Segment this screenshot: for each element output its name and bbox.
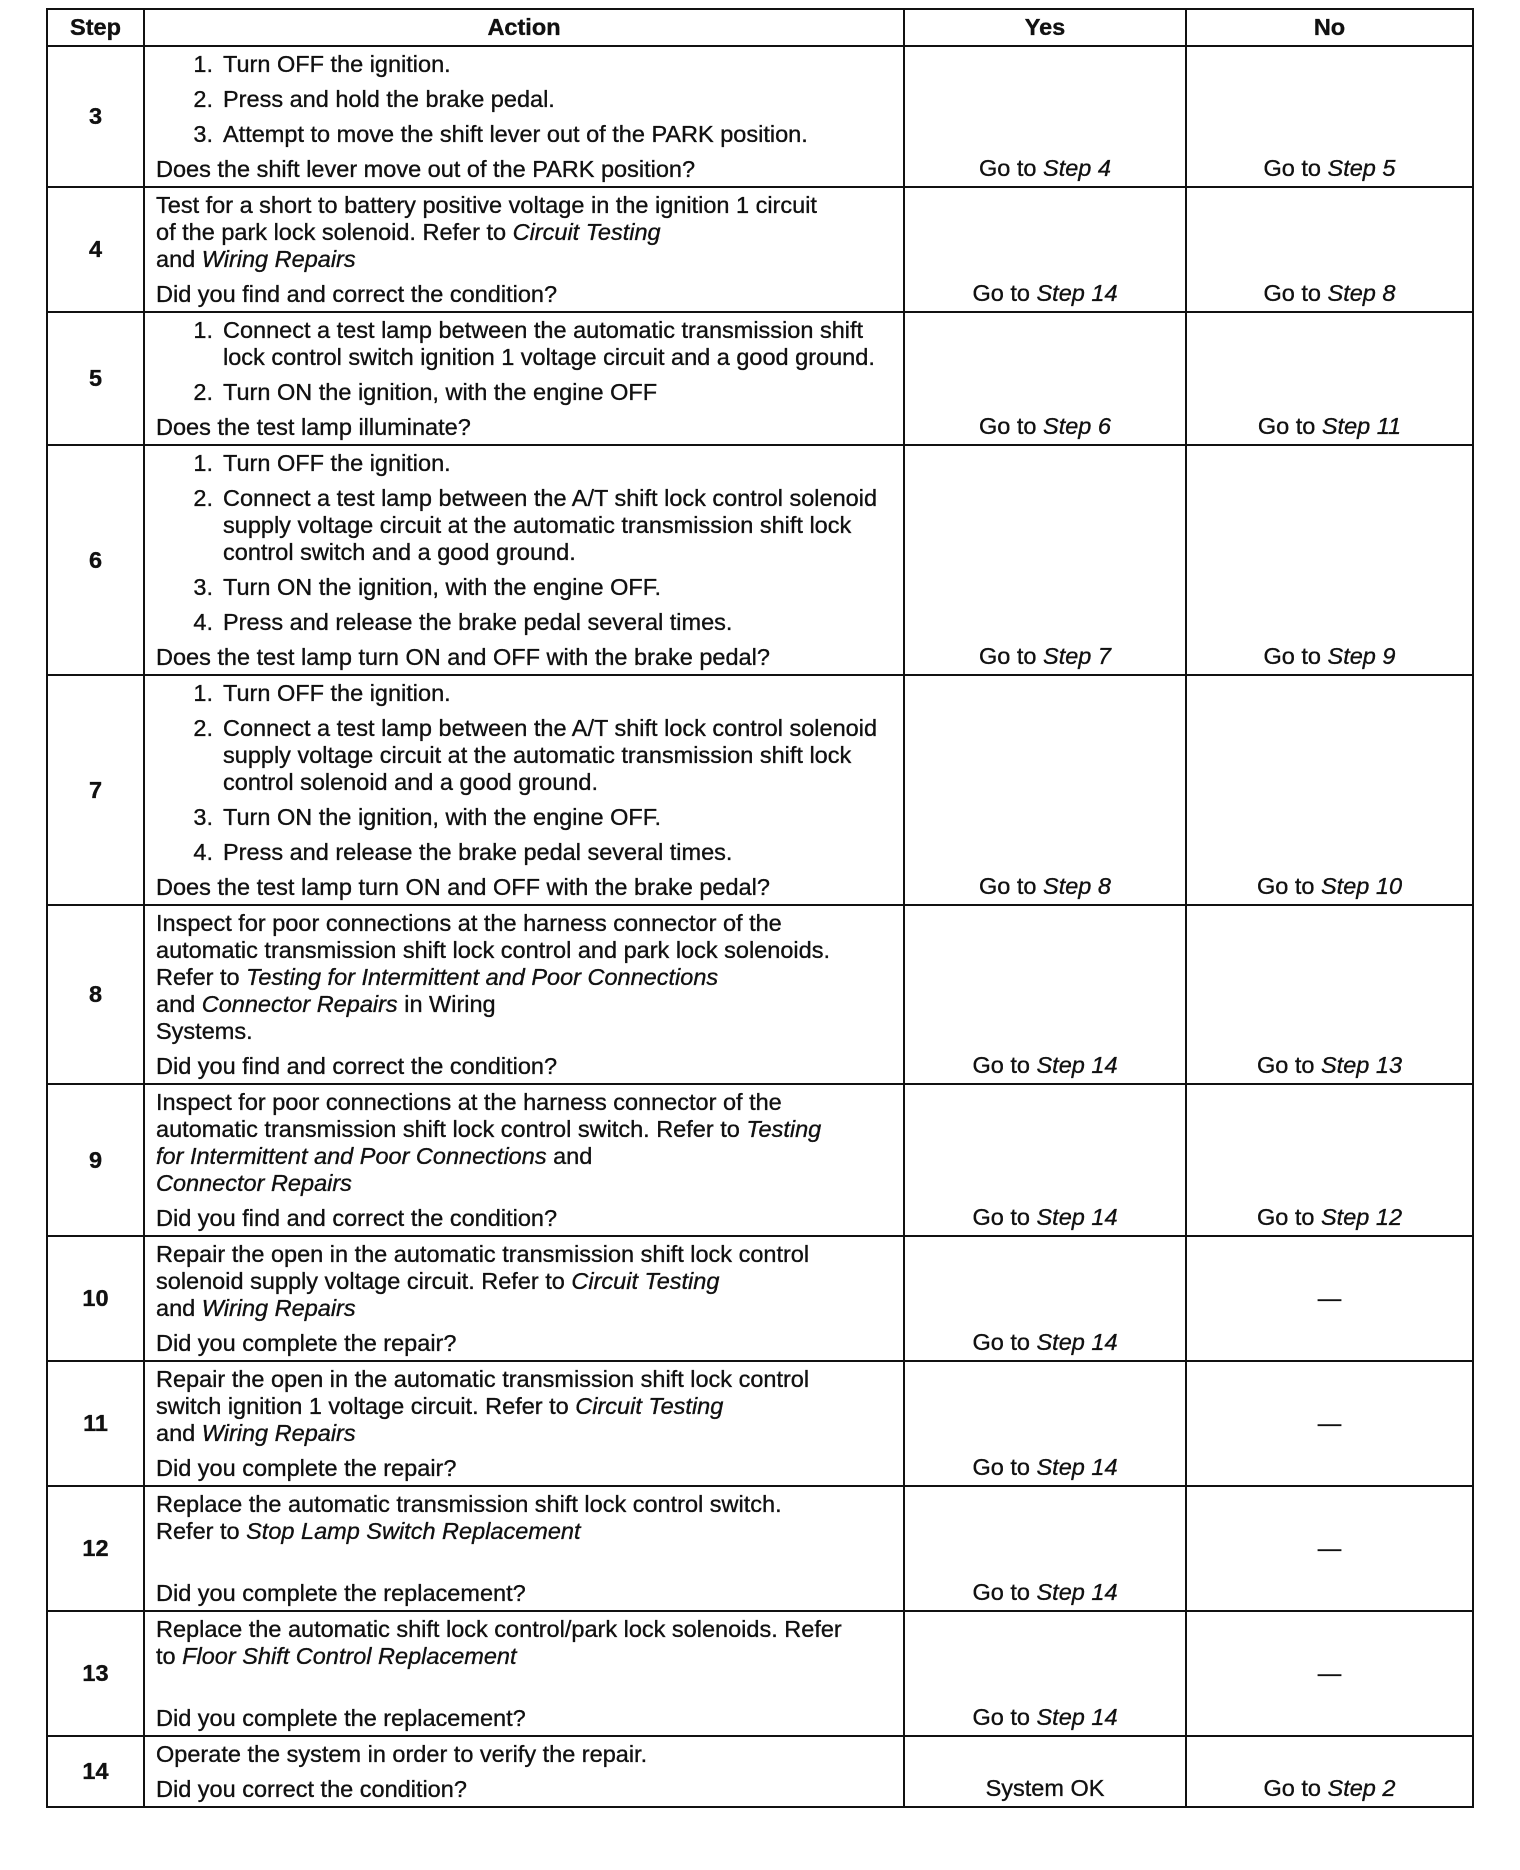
text-line [156,1491,895,1518]
result-text: Go to [972,1204,1037,1230]
step-number: 8 [47,905,144,1084]
table-row [47,1361,1473,1486]
list-number: 1. [193,450,213,476]
reference-link-text: Wiring Repairs [201,1295,356,1321]
list-text: Turn OFF the ignition. [223,51,451,77]
action-question: Does the shift lever move out of the PARK position? [156,156,696,182]
list-text: Press and release the brake pedal several times. [223,609,733,635]
no-result [1186,46,1473,187]
action-cell [144,1361,904,1486]
result-text: Go to [972,280,1037,306]
result-step-ref: Step 13 [1321,1052,1403,1078]
list-text: Turn ON the ignition, with the engine OFF [223,379,658,405]
table-header-row [47,9,1473,46]
result-text: — [1317,1410,1342,1436]
result-step-ref: Step 14 [1036,1579,1118,1605]
text-span: and [156,1295,202,1321]
table-row [47,46,1473,187]
text-line [156,1616,895,1643]
table-row [47,905,1473,1084]
result-text: Go to [972,1454,1037,1480]
action-text [156,1741,895,1768]
list-number: 1. [193,51,213,77]
text-line [156,1518,895,1545]
action-question: Did you find and correct the condition? [156,1205,558,1231]
result-text: Go to [1263,1775,1328,1801]
result-step-ref: Step 2 [1327,1775,1396,1801]
result-step-ref: Step 9 [1327,643,1396,669]
result-text: System OK [985,1775,1105,1801]
table-row [47,1236,1473,1361]
step-number: 6 [47,445,144,675]
header-no: No [1186,9,1473,46]
action-question: Did you complete the repair? [156,1330,457,1356]
table-row [47,675,1473,905]
reference-link-text: Floor Shift Control Replacement [182,1643,517,1669]
yes-result [904,445,1186,675]
result-step-ref: Step 8 [1043,873,1111,899]
action-question: Did you complete the replacement? [156,1580,526,1606]
result-text: Go to [972,1329,1037,1355]
list-number: 3. [193,804,213,830]
action-text [156,1241,895,1322]
yes-result [904,187,1186,312]
step-number: 10 [47,1236,144,1361]
action-cell [144,312,904,445]
reference-link-text: Circuit Testing [575,1393,724,1419]
list-text: Press and hold the brake pedal. [223,86,555,112]
text-span: and [156,1420,202,1446]
text-span: Repair the open in the automatic transmission shift lock control [156,1241,810,1267]
step-number: 13 [47,1611,144,1736]
reference-link-text: Testing [746,1116,822,1142]
reference-link-text: Connector Repairs [201,991,398,1017]
text-line [156,1268,895,1295]
result-step-ref: Step 14 [1036,1329,1118,1355]
text-line [156,1018,895,1045]
text-line [156,1143,895,1170]
document-page [46,8,1474,1808]
text-line [156,991,895,1018]
table-row [47,187,1473,312]
action-list-item [156,715,895,796]
table-row [47,1084,1473,1236]
result-text: — [1317,1660,1342,1686]
action-list-item [156,450,895,477]
result-step-ref: Step 5 [1327,155,1396,181]
list-number: 3. [193,574,213,600]
reference-link-text: Circuit Testing [571,1268,720,1294]
list-number: 3. [193,121,213,147]
result-text: Go to [1263,643,1328,669]
action-question: Did you correct the condition? [156,1776,467,1802]
text-line [156,1420,895,1447]
result-step-ref: Step 14 [1036,280,1118,306]
result-step-ref: Step 14 [1036,1204,1118,1230]
action-question: Did you complete the replacement? [156,1705,526,1731]
text-span: and [156,246,202,272]
result-text: Go to [972,1052,1037,1078]
result-step-ref: Step 14 [1036,1704,1118,1730]
text-line [156,1741,895,1768]
result-text: Go to [979,873,1044,899]
action-list-item [156,379,895,406]
step-number: 14 [47,1736,144,1807]
list-text: Connect a test lamp between the A/T shift lock control solenoid supply voltage circuit at the automatic transmission shift lock control solenoid and a good ground. [223,715,878,795]
yes-result [904,1736,1186,1807]
text-span: solenoid supply voltage circuit. Refer to [156,1268,572,1294]
action-question: Did you find and correct the condition? [156,281,558,307]
action-question: Did you find and correct the condition? [156,1053,558,1079]
action-list-item [156,51,895,78]
no-result [1186,1236,1473,1361]
table-row [47,1486,1473,1611]
list-number: 2. [193,379,213,405]
result-step-ref: Step 4 [1043,155,1111,181]
result-text: Go to [1263,280,1328,306]
action-list-item [156,804,895,831]
text-line [156,1670,895,1697]
yes-result [904,312,1186,445]
result-text: Go to [979,155,1044,181]
yes-result [904,905,1186,1084]
list-number: 2. [193,86,213,112]
result-step-ref: Step 6 [1043,413,1111,439]
text-line [156,910,895,937]
reference-link-text: for Intermittent and Poor Connections [156,1143,547,1169]
action-list-item [156,574,895,601]
result-text: Go to [1256,1204,1321,1230]
action-text [156,910,895,1045]
text-span: and [156,991,202,1017]
action-text [156,1491,895,1572]
step-number: 9 [47,1084,144,1236]
action-cell [144,1736,904,1807]
text-span: switch ignition 1 voltage circuit. Refer to [156,1393,576,1419]
step-number: 4 [47,187,144,312]
result-text: Go to [979,643,1044,669]
yes-result [904,1236,1186,1361]
action-list-item [156,609,895,636]
result-text: Go to [972,1579,1037,1605]
action-cell [144,187,904,312]
reference-link-text: Circuit Testing [512,219,661,245]
text-span: Replace the automatic transmission shift lock control switch. [156,1491,782,1517]
list-number: 1. [193,317,213,343]
action-cell [144,905,904,1084]
result-step-ref: Step 14 [1036,1454,1118,1480]
action-cell [144,1611,904,1736]
text-span: Repair the open in the automatic transmission shift lock control [156,1366,810,1392]
result-text: Go to [1257,413,1322,439]
action-cell [144,1236,904,1361]
text-span: automatic transmission shift lock control and park lock solenoids. [156,937,830,963]
text-line [156,1643,895,1670]
result-text: — [1317,1285,1342,1311]
action-text [156,192,895,273]
step-number: 11 [47,1361,144,1486]
result-step-ref: Step 10 [1321,873,1403,899]
list-text: Connect a test lamp between the automatic transmission shift lock control switch ignition 1 voltage circuit and a good ground. [223,317,875,370]
action-list-item [156,317,895,371]
text-span: Test for a short to battery positive voltage in the ignition 1 circuit [156,192,817,218]
text-line [156,219,895,246]
table-body [47,46,1473,1807]
no-result [1186,1361,1473,1486]
table-row [47,1611,1473,1736]
text-line [156,1241,895,1268]
action-list-item [156,680,895,707]
text-line [156,1545,895,1572]
result-step-ref: Step 11 [1321,413,1402,439]
no-result [1186,187,1473,312]
list-text: Connect a test lamp between the A/T shift lock control solenoid supply voltage circuit at the automatic transmission shift lock control switch and a good ground. [223,485,878,565]
text-line [156,246,895,273]
list-number: 4. [193,609,213,635]
no-result [1186,1084,1473,1236]
result-text: Go to [1256,873,1321,899]
action-cell [144,1084,904,1236]
text-span: Refer to [156,1518,247,1544]
table-row [47,445,1473,675]
text-line [156,192,895,219]
yes-result [904,1611,1186,1736]
list-text: Attempt to move the shift lever out of the PARK position. [223,121,808,147]
action-list-item [156,485,895,566]
text-line [156,1170,895,1197]
text-span: Refer to [156,964,247,990]
action-cell [144,445,904,675]
action-question: Does the test lamp turn ON and OFF with the brake pedal? [156,874,770,900]
text-line [156,1295,895,1322]
reference-link-text: Connector Repairs [156,1170,352,1196]
list-text: Press and release the brake pedal several times. [223,839,733,865]
no-result [1186,675,1473,905]
result-step-ref: Step 14 [1036,1052,1118,1078]
action-text [156,1616,895,1697]
table-row [47,312,1473,445]
text-span: automatic transmission shift lock control switch. Refer to [156,1116,747,1142]
list-text: Turn ON the ignition, with the engine OFF. [223,804,662,830]
text-line [156,1366,895,1393]
text-span: of the park lock solenoid. Refer to [156,219,513,245]
no-result [1186,1736,1473,1807]
text-line [156,1089,895,1116]
result-step-ref: Step 7 [1043,643,1111,669]
step-number: 3 [47,46,144,187]
text-span: in Wiring [397,991,496,1017]
step-number: 5 [47,312,144,445]
yes-result [904,46,1186,187]
text-span: Inspect for poor connections at the harness connector of the [156,910,782,936]
list-number: 4. [193,839,213,865]
step-number: 12 [47,1486,144,1611]
text-span: Inspect for poor connections at the harness connector of the [156,1089,782,1115]
text-line [156,964,895,991]
result-text: Go to [979,413,1044,439]
list-number: 2. [193,715,213,741]
text-line [156,1116,895,1143]
list-text: Turn OFF the ignition. [223,450,451,476]
yes-result [904,675,1186,905]
action-list-item [156,121,895,148]
no-result [1186,312,1473,445]
no-result [1186,905,1473,1084]
no-result [1186,445,1473,675]
reference-link-text: Stop Lamp Switch Replacement [246,1518,581,1544]
action-text [156,1366,895,1447]
result-step-ref: Step 8 [1327,280,1396,306]
header-action: Action [144,9,904,46]
action-cell [144,1486,904,1611]
action-cell [144,46,904,187]
text-span: and [546,1143,593,1169]
header-step: Step [47,9,144,46]
text-span: Systems. [156,1018,253,1044]
result-text: Go to [1263,155,1328,181]
result-text: — [1317,1535,1342,1561]
yes-result [904,1486,1186,1611]
action-cell [144,675,904,905]
diagnostic-table [46,8,1474,1808]
header-yes: Yes [904,9,1186,46]
list-number: 2. [193,485,213,511]
yes-result [904,1084,1186,1236]
action-question: Does the test lamp illuminate? [156,414,471,440]
no-result [1186,1486,1473,1611]
no-result [1186,1611,1473,1736]
text-span: Operate the system in order to verify the repair. [156,1741,648,1767]
list-number: 1. [193,680,213,706]
reference-link-text: Wiring Repairs [201,246,356,272]
step-number: 7 [47,675,144,905]
text-line [156,1393,895,1420]
action-question: Did you complete the repair? [156,1455,457,1481]
text-line [156,937,895,964]
text-span: to [156,1643,183,1669]
reference-link-text: Testing for Intermittent and Poor Connections [246,964,719,990]
result-text: Go to [1256,1052,1321,1078]
result-step-ref: Step 12 [1321,1204,1403,1230]
action-text [156,1089,895,1197]
reference-link-text: Wiring Repairs [201,1420,356,1446]
action-question: Does the test lamp turn ON and OFF with the brake pedal? [156,644,770,670]
list-text: Turn OFF the ignition. [223,680,451,706]
action-list-item [156,86,895,113]
result-text: Go to [972,1704,1037,1730]
table-row [47,1736,1473,1807]
yes-result [904,1361,1186,1486]
list-text: Turn ON the ignition, with the engine OFF. [223,574,662,600]
action-list-item [156,839,895,866]
text-span: Replace the automatic shift lock control/park lock solenoids. Refer [156,1616,842,1642]
